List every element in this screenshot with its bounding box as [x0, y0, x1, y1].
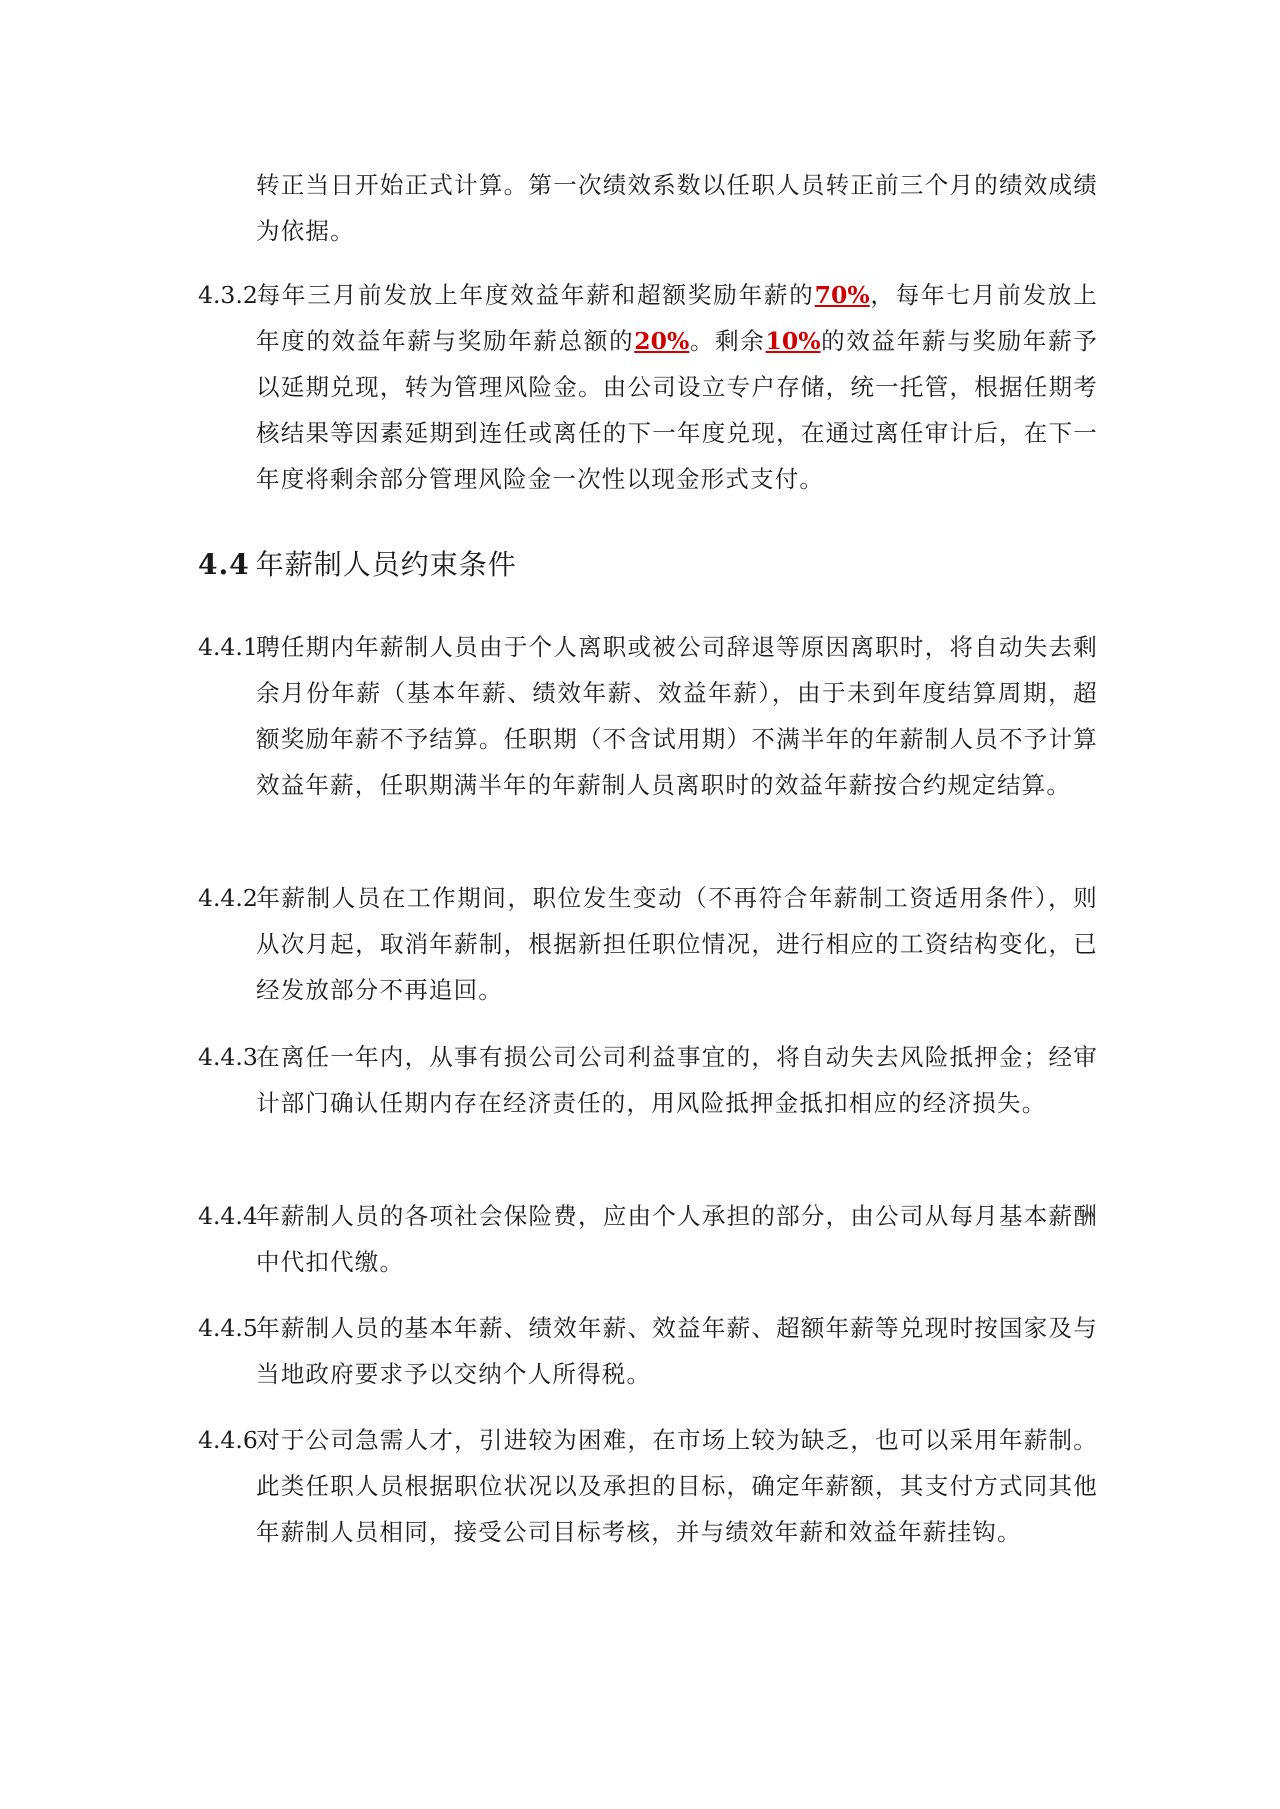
section-number: 4.4 [198, 548, 250, 581]
continuation-text: 转正当日开始正式计算。第一次绩效系数以任职人员转正前三个月的绩效成绩为依据。 [256, 171, 1098, 245]
clause-text: 年薪制人员在工作期间，职位发生变动（不再符合年薪制工资适用条件），则从次月起，取消年薪制，根据新担任职位情况，进行相应的工资结构变化，已经发放部分不再追回。 [256, 884, 1098, 1004]
clause-4-4-3 [198, 1034, 1098, 1126]
clause-text: 聘任期内年薪制人员由于个人离职或被公司辞退等原因离职时，将自动失去剩余月份年薪（基本年薪、绩效年薪、效益年薪），由于未到年度结算周期，超额奖励年薪不予结算。任职期（不含试用期）不满半年的年薪制人员不予计算效益年薪，任职期满半年的年薪制人员离职时的效益年薪按合约规定结算。 [256, 633, 1098, 799]
clause-text-part-4: 的效益年薪与奖励年薪予以延期兑现，转为管理风险金。由公司设立专户存储，统一托管，根据任期考核结果等因素延期到连任或离任的下一年度兑现，在通过离任审计后，在下一年度将剩余部分管理风险金一次性以现金形式支付。 [256, 327, 1098, 493]
clause-4-4-4 [198, 1193, 1098, 1285]
clause-4-4-1 [198, 624, 1098, 808]
clause-number: 4.4.5 [198, 1314, 258, 1342]
clause-number: 4.4.4 [198, 1202, 258, 1230]
clause-4-4-5 [198, 1305, 1098, 1397]
clause-text: 在离任一年内，从事有损公司公司利益事宜的，将自动失去风险抵押金；经审计部门确认任期内存在经济责任的，用风险抵押金抵扣相应的经济损失。 [256, 1043, 1098, 1117]
clause-4-3-2 [198, 272, 1098, 502]
clause-text-part-1: 每年三月前发放上年度效益年薪和超额奖励年薪的 [256, 281, 815, 309]
clause-number: 4.4.6 [198, 1426, 258, 1454]
highlight-percentage-70: 70% [814, 281, 870, 309]
continuation-paragraph [256, 162, 1098, 254]
clause-text: 年薪制人员的各项社会保险费，应由个人承担的部分，由公司从每月基本薪酬中代扣代缴。 [256, 1202, 1098, 1276]
clause-number: 4.3.2 [198, 281, 258, 309]
highlight-percentage-20: 20% [634, 327, 690, 355]
clause-4-4-6 [198, 1417, 1098, 1555]
clause-number: 4.4.1 [198, 633, 258, 661]
highlight-percentage-10: 10% [765, 327, 821, 355]
section-title: 年薪制人员约束条件 [255, 548, 517, 581]
clause-text: 年薪制人员的基本年薪、绩效年薪、效益年薪、超额年薪等兑现时按国家及与当地政府要求予以交纳个人所得税。 [256, 1314, 1098, 1388]
clause-text-part-2: ，每年七月前发放上年度的效益年薪与奖励年薪总额的 [256, 281, 1098, 355]
clause-4-4-2 [198, 875, 1098, 1013]
section-heading-4-4 [198, 542, 517, 588]
clause-number: 4.4.3 [198, 1043, 258, 1071]
clause-text: 对于公司急需人才，引进较为困难，在市场上较为缺乏，也可以采用年薪制。此类任职人员根据职位状况以及承担的目标，确定年薪额，其支付方式同其他年薪制人员相同，接受公司目标考核，并与绩效年薪和效益年薪挂钩。 [256, 1426, 1098, 1546]
clause-text-part-3: 。剩余 [689, 327, 766, 355]
clause-number: 4.4.2 [198, 884, 258, 912]
